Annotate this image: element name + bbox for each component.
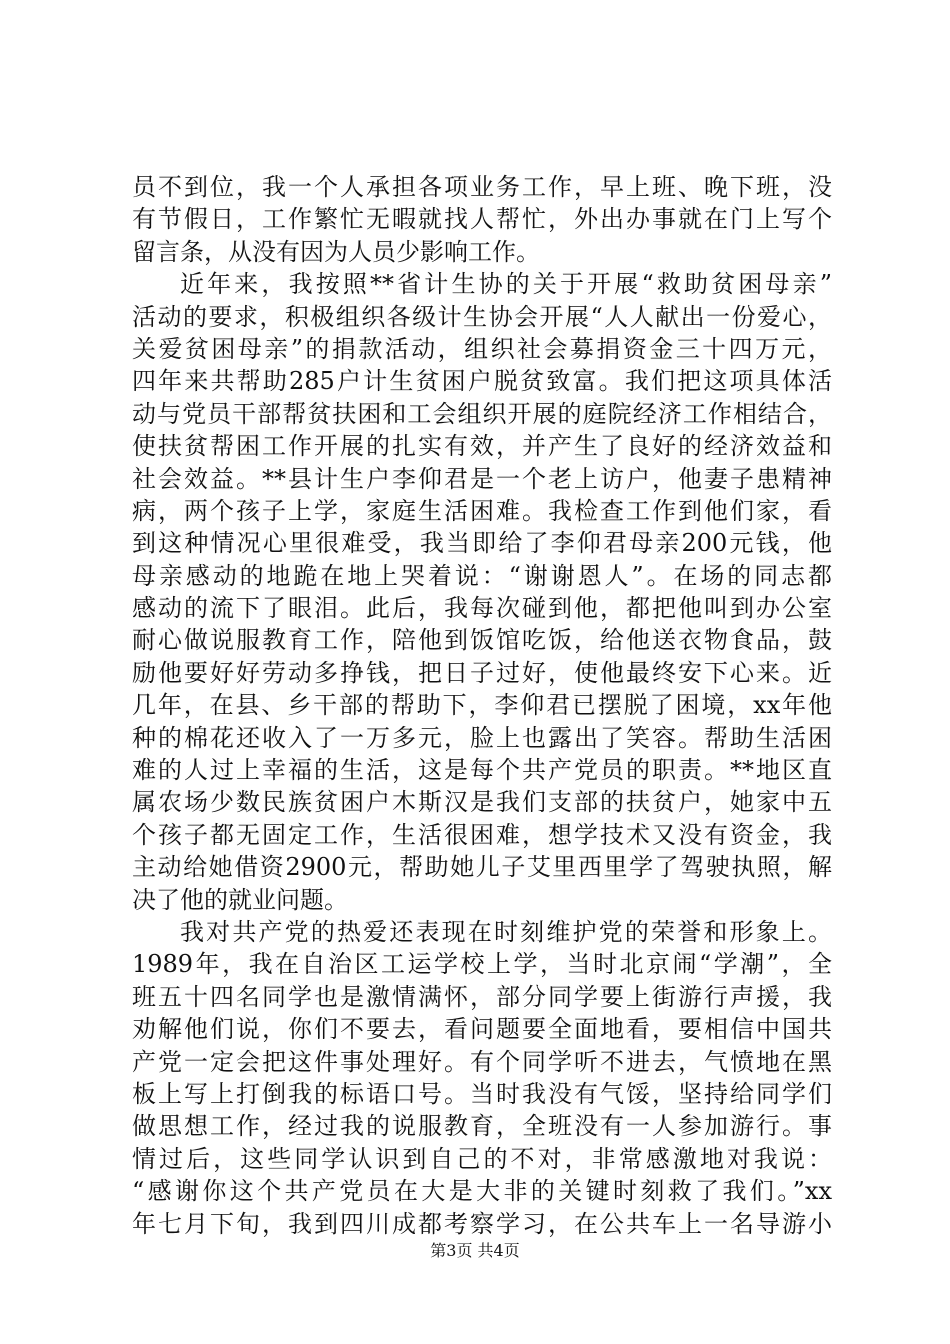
text-line: 动与党员干部帮贫扶困和工会组织开展的庭院经济工作相结合， [132,399,832,428]
text-line: 员不到位，我一个人承担各项业务工作，早上班、晚下班，没 [132,173,832,201]
text-line: “感谢你这个共产党员在大是大非的关键时刻救了我们。”xx [132,1177,832,1206]
text-line: 板上写上打倒我的标语口号。当时我没有气馁，坚持给同学们 [132,1079,832,1108]
page-footer: 第3页 共4页 [430,1241,520,1260]
text-line: 1989年，我在自治区工运学校上学，当时北京闹“学潮”，全 [132,950,832,979]
text-line: 留言条，从没有因为人员少影响工作。 [132,237,540,266]
text-line: 主动给她借资2900元，帮助她儿子艾里西里学了驾驶执照，解 [132,853,832,882]
text-line: 到这种情况心里很难受，我当即给了李仰君母亲200元钱，他 [132,529,832,558]
text-line: 母亲感动的地跪在地上哭着说：“谢谢恩人”。在场的同志都 [132,561,832,590]
text-line: 病，两个孩子上学，家庭生活困难。我检查工作到他们家，看 [132,496,832,525]
text-line: 近年来，我按照**省计生协的关于开展“救助贫困母亲” [180,270,832,299]
text-line: 社会效益。**县计生户李仰君是一个老上访户，他妻子患精神 [132,464,832,493]
text-line: 有节假日，工作繁忙无暇就找人帮忙，外出办事就在门上写个 [132,205,832,234]
text-line: 四年来共帮助285户计生贫困户脱贫致富。我们把这项具体活 [132,367,832,396]
text-line: 我对共产党的热爱还表现在时刻维护党的荣誉和形象上。 [180,917,832,946]
text-line: 关爱贫困母亲”的捐款活动，组织社会募捐资金三十四万元， [132,334,832,363]
text-line: 几年，在县、乡干部的帮助下，李仰君已摆脱了困境，xx年他 [132,691,832,720]
text-line: 产党一定会把这件事处理好。有个同学听不进去，气愤地在黑 [132,1047,832,1076]
text-line: 种的棉花还收入了一万多元，脸上也露出了笑容。帮助生活困 [132,723,832,752]
text-line: 劝解他们说，你们不要去，看问题要全面地看，要相信中国共 [132,1015,832,1044]
text-line: 活动的要求，积极组织各级计生协会开展“人人献出一份爱心， [132,302,832,331]
text-line: 个孩子都无固定工作，生活很困难，想学技术又没有资金，我 [132,820,832,849]
text-line: 使扶贫帮困工作开展的扎实有效，并产生了良好的经济效益和 [132,432,832,461]
body-text [132,171,832,1240]
text-line: 情过后，这些同学认识到自己的不对，非常感激地对我说： [132,1144,832,1173]
text-line: 班五十四名同学也是激情满怀，部分同学要上街游行声援，我 [132,982,832,1011]
text-line: 感动的流下了眼泪。此后，我每次碰到他，都把他叫到办公室 [132,594,832,623]
text-line: 属农场少数民族贫困户木斯汉是我们支部的扶贫户，她家中五 [132,788,832,817]
text-line: 决了他的就业问题。 [132,885,348,914]
text-line: 做思想工作，经过我的说服教育，全班没有一人参加游行。事 [132,1112,832,1141]
text-line: 耐心做说服教育工作，陪他到饭馆吃饭，给他送衣物食品，鼓 [132,626,832,655]
text-line: 年七月下旬，我到四川成都考察学习，在公共车上一名导游小 [132,1209,832,1238]
text-line: 难的人过上幸福的生活，这是每个共产党员的职责。**地区直 [132,756,832,785]
text-line: 励他要好好劳动多挣钱，把日子过好，使他最终安下心来。近 [132,658,832,687]
